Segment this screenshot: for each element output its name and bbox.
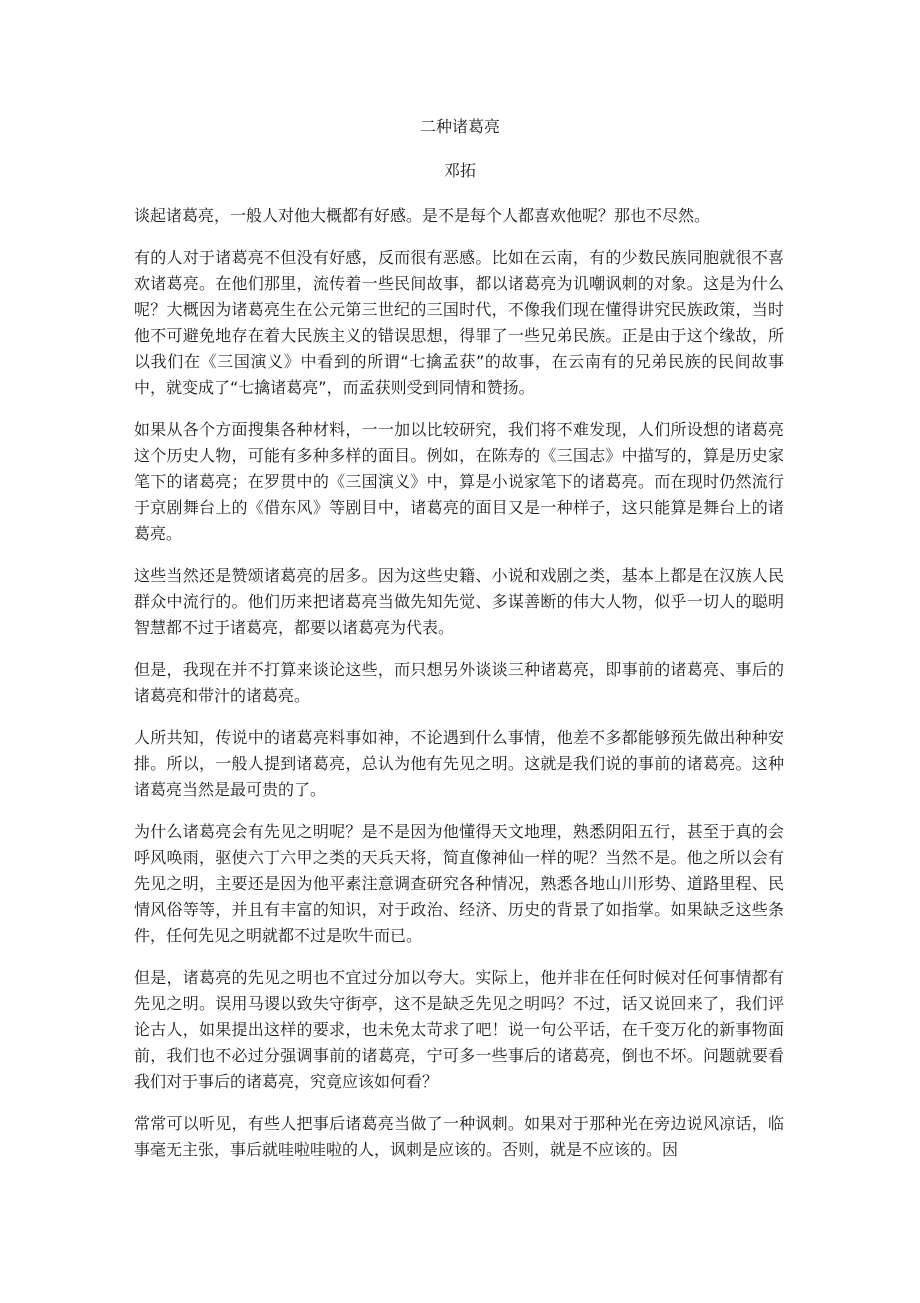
paragraph-3: 如果从各个方面搜集各种材料，一一加以比较研究，我们将不难发现，人们所设想的诸葛亮这个历史人物，可能有多种多样的面目。例如，在陈寿的《三国志》中描写的，算是历史家笔下的诸葛亮；在罗贯中的《三国演义》中，算是小说家笔下的诸葛亮。而在现时仍然流行于京剧舞台上的《借东风》等剧目中，诸葛亮的面目又是一种样子，这只能算是舞台上的诸葛亮。 (134, 420, 784, 543)
paragraph-4: 这些当然还是赞颂诸葛亮的居多。因为这些史籍、小说和戏剧之类，基本上都是在汉族人民群众中流行的。他们历来把诸葛亮当做先知先觉、多谋善断的伟大人物，似乎一切人的聪明智慧都不过于诸葛亮，都要以诸葛亮为代表。 (134, 566, 784, 637)
paragraph-6: 人所共知，传说中的诸葛亮料事如神，不论遇到什么事情，他差不多都能够预先做出种种安排。所以，一般人提到诸葛亮，总认为他有先见之明。这就是我们说的事前的诸葛亮。这种诸葛亮当然是最可贵的了。 (134, 728, 784, 799)
paragraph-7: 为什么诸葛亮会有先见之明呢？是不是因为他懂得天文地理，熟悉阴阳五行，甚至于真的会呼风唤雨，驱使六丁六甲之类的天兵天将，简直像神仙一样的呢？当然不是。他之所以会有先见之明，主要还是因为他平素注意调查研究各种情况，熟悉各地山川形势、道路里程、民情风俗等等，并且有丰富的知识，对于政治、经济、历史的背景了如指掌。如果缺乏这些条件，任何先见之明就都不过是吹牛而已。 (134, 822, 784, 945)
article-title: 二种诸葛亮 (419, 117, 500, 136)
paragraph-1: 谈起诸葛亮，一般人对他大概都有好感。是不是每个人都喜欢他呢？那也不尽然。 (134, 206, 711, 225)
article-body (134, 203, 784, 1179)
paragraph-9: 常常可以听见，有些人把事后诸葛亮当做了一种讽刺。如果对于那种光在旁边说风凉话，临事毫无主张，事后就哇啦哇啦的人，讽刺是应该的。否则，就是不应该的。因 (134, 1114, 784, 1159)
author-name: 邓拓 (443, 161, 476, 180)
paragraph-8: 但是，诸葛亮的先见之明也不宜过分加以夸大。实际上，他并非在任何时候对任何事情都有先见之明。误用马谡以致失守街亭，这不是缺乏先见之明吗？不过，话又说回来了，我们评论古人，如果提出这样的要求，也未免太苛求了吧！说一句公平话，在千变万化的新事物面前，我们也不必过分强调事前的诸葛亮，宁可多一些事后的诸葛亮，倒也不坏。问题就要看我们对于事后的诸葛亮，究竟应该如何看？ (134, 968, 784, 1091)
paragraph-2: 有的人对于诸葛亮不但没有好感，反而很有恶感。比如在云南，有的少数民族同胞就很不喜欢诸葛亮。在他们那里，流传着一些民间故事，都以诸葛亮为讥嘲讽刺的对象。这是为什么呢？大概因为诸葛亮生在公元第三世纪的三国时代，不像我们现在懂得讲究民族政策，当时他不可避免地存在着大民族主义的错误思想，得罪了一些兄弟民族。正是由于这个缘故，所以我们在《三国演义》中看到的所谓“七擒孟获”的故事，在云南有的兄弟民族的民间故事中，就变成了“七擒诸葛亮”，而孟获则受到同情和赞扬。 (134, 248, 784, 397)
paragraph-5: 但是，我现在并不打算来谈论这些，而只想另外谈谈三种诸葛亮，即事前的诸葛亮、事后的诸葛亮和带汁的诸葛亮。 (134, 660, 784, 705)
